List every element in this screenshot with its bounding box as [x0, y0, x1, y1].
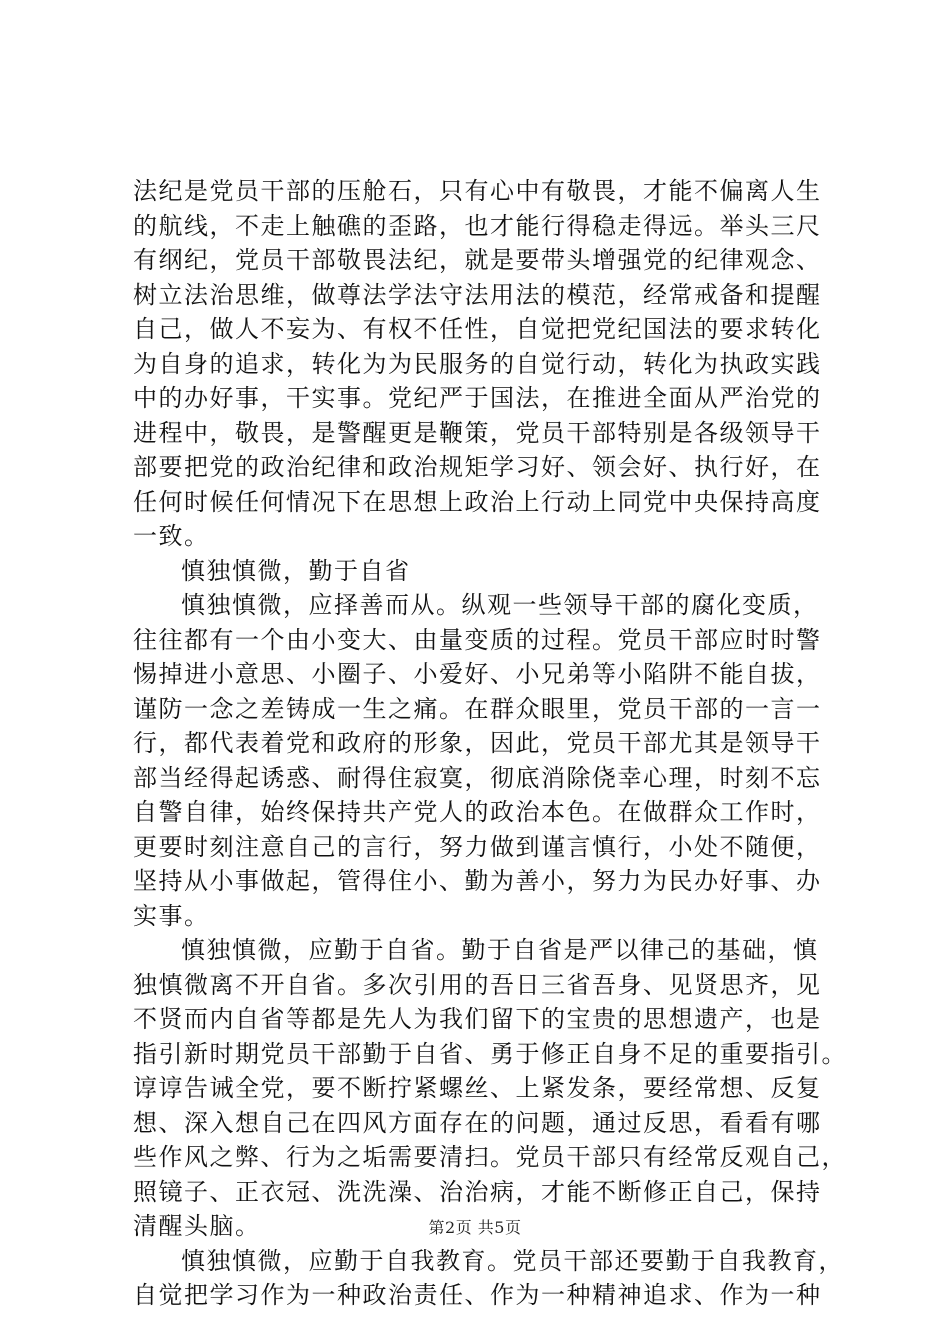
text-line: 中的办好事，干实事。党纪严于国法，在推进全面从严治党的 — [133, 384, 822, 412]
text-line: 一致。 — [133, 522, 210, 550]
text-line: 任何时候任何情况下在思想上政治上行动上同党中央保持高度 — [133, 487, 822, 516]
text-line: 行，都代表着党和政府的形象，因此，党员干部尤其是领导干 — [133, 729, 822, 757]
page-footer: 第2页 共5页 — [428, 1218, 522, 1237]
text-line: 自己，做人不妄为、有权不任性，自觉把党纪国法的要求转化 — [133, 315, 822, 343]
text-line: 法纪是党员干部的压舱石，只有心中有敬畏，才能不偏离人生 — [133, 177, 822, 205]
text-line: 独慎微离不开自省。多次引用的吾日三省吾身、见贤思齐，见 — [133, 970, 822, 999]
text-line: 清醒头脑。 — [133, 1212, 261, 1240]
text-line: 谨防一念之差铸成一生之痛。在群众眼里，党员干部的一言一 — [133, 694, 822, 723]
text-line: 有纲纪，党员干部敬畏法纪，就是要带头增强党的纪律观念、 — [133, 246, 822, 274]
text-line: 树立法治思维，做尊法学法守法用法的模范，经常戒备和提醒 — [133, 280, 822, 309]
text-line: 自觉把学习作为一种政治责任、作为一种精神追求、作为一种 — [133, 1281, 822, 1309]
text-line: 部要把党的政治纪律和政治规矩学习好、领会好、执行好，在 — [133, 453, 822, 481]
text-line: 指引新时期党员干部勤于自省、勇于修正自身不足的重要指引。 — [133, 1039, 847, 1068]
text-line: 想、深入想自己在四风方面存在的问题，通过反思，看看有哪 — [133, 1108, 822, 1137]
text-line: 往往都有一个由小变大、由量变质的过程。党员干部应时时警 — [133, 625, 822, 654]
text-line: 谆谆告诫全党，要不断拧紧螺丝、上紧发条，要经常想、反复 — [133, 1074, 822, 1102]
text-line: 慎独慎微，勤于自省 — [181, 556, 411, 585]
text-line: 不贤而内自省等都是先人为我们留下的宝贵的思想遗产，也是 — [133, 1005, 822, 1033]
text-line: 自警自律，始终保持共产党人的政治本色。在做群众工作时， — [133, 798, 822, 826]
text-line: 更要时刻注意自己的言行，努力做到谨言慎行，小处不随便， — [133, 832, 822, 861]
text-line: 部当经得起诱惑、耐得住寂寞，彻底消除侥幸心理，时刻不忘 — [133, 763, 822, 792]
text-line: 照镜子、正衣冠、洗洗澡、治治病，才能不断修正自己，保持 — [133, 1177, 822, 1206]
document-body — [133, 174, 847, 1313]
text-line: 进程中，敬畏，是警醒更是鞭策，党员干部特别是各级领导干 — [133, 418, 822, 447]
text-line: 为自身的追求，转化为为民服务的自觉行动，转化为执政实践 — [133, 349, 822, 378]
text-line: 实事。 — [133, 901, 210, 930]
text-line: 惕掉进小意思、小圈子、小爱好、小兄弟等小陷阱不能自拔， — [133, 660, 822, 688]
text-line: 的航线，不走上触礁的歪路，也才能行得稳走得远。举头三尺 — [133, 211, 822, 240]
text-line: 些作风之弊、行为之垢需要清扫。党员干部只有经常反观自己， — [133, 1143, 847, 1171]
text-line: 坚持从小事做起，管得住小、勤为善小，努力为民办好事、办 — [133, 867, 822, 895]
text-line: 慎独慎微，应勤于自我教育。党员干部还要勤于自我教育， — [181, 1246, 844, 1275]
text-line: 慎独慎微，应勤于自省。勤于自省是严以律己的基础，慎 — [181, 936, 819, 964]
text-line: 慎独慎微，应择善而从。纵观一些领导干部的腐化变质， — [181, 591, 819, 619]
